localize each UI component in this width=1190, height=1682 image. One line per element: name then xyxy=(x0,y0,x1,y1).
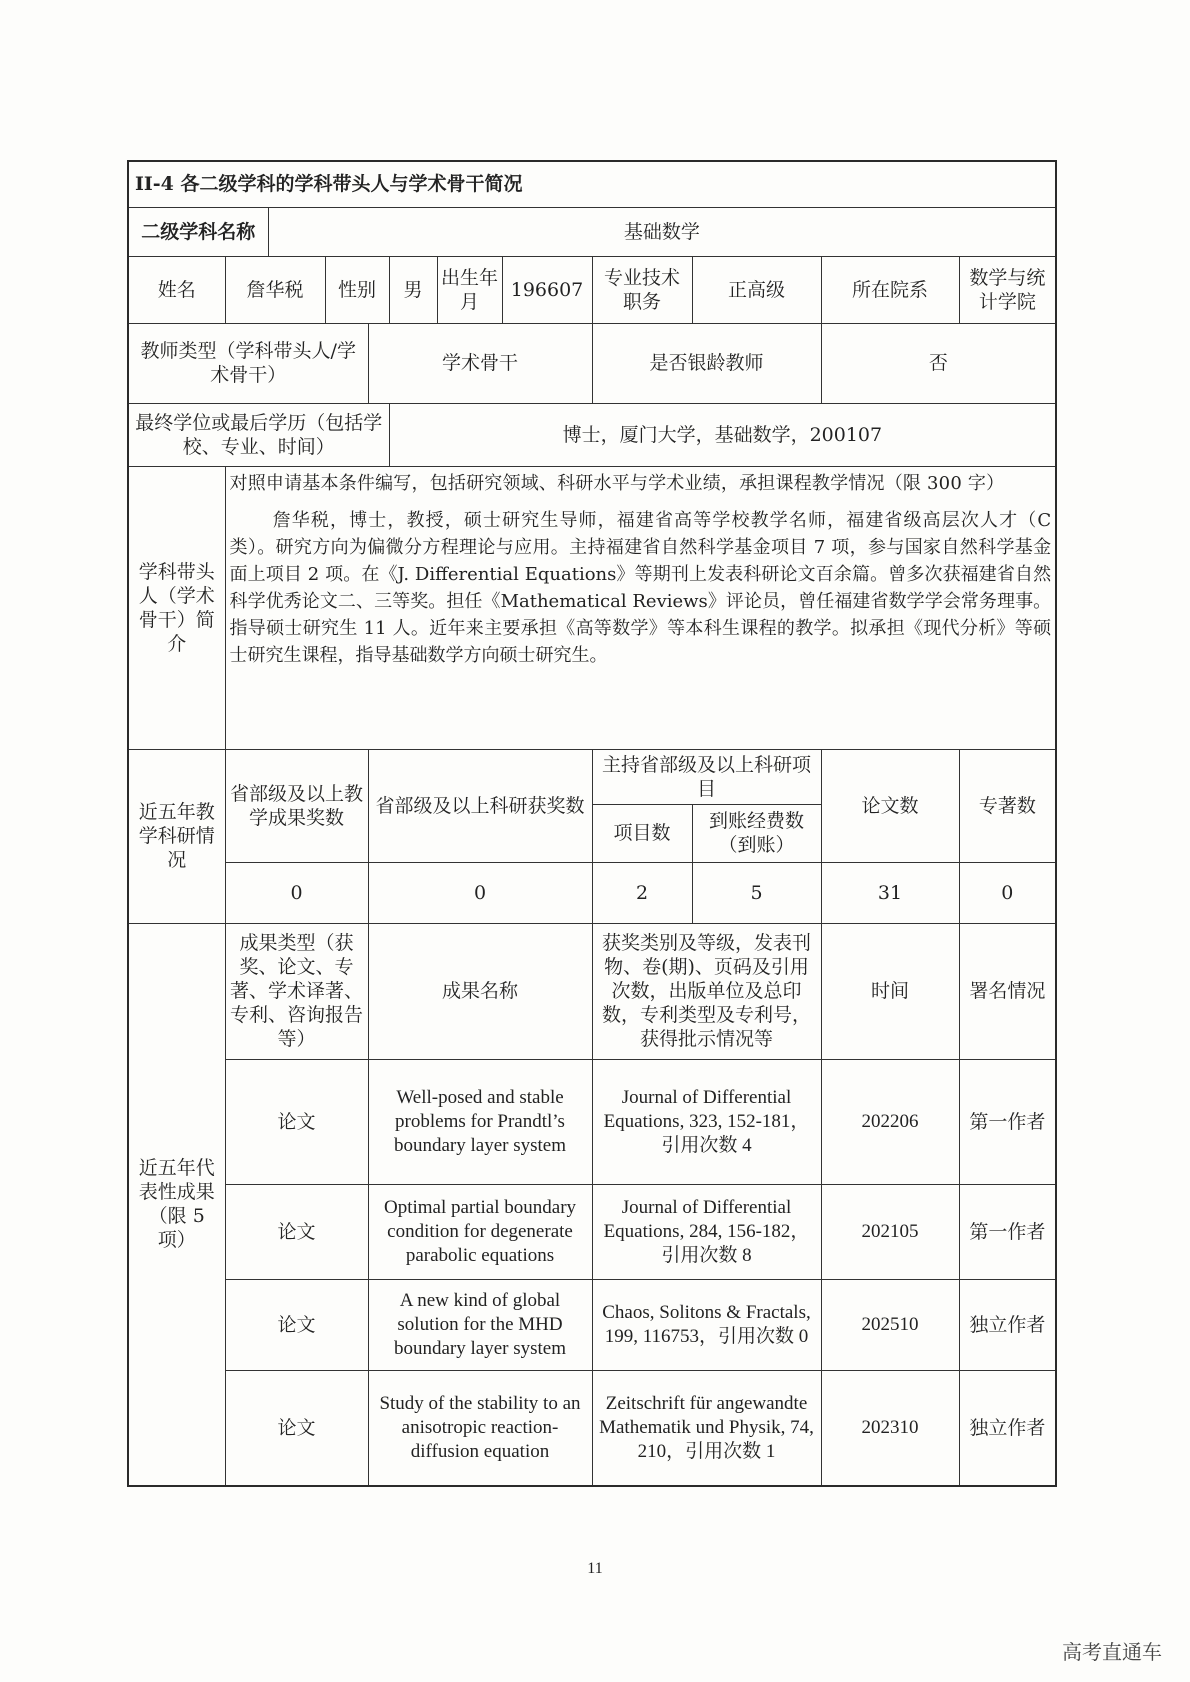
education-label: 最终学位或最后学历（包括学校、专业、时间） xyxy=(128,403,389,466)
achievement-details: Chaos, Solitons & Fractals, 199, 116753，引用次数 0 xyxy=(592,1279,821,1370)
achievement-details: Journal of Differential Equations, 284, 156-182，引用次数 8 xyxy=(592,1184,821,1279)
intro-label: 学科带头人（学术骨干）简介 xyxy=(128,466,225,749)
achievement-type: 论文 xyxy=(225,1371,368,1486)
books-header: 专著数 xyxy=(959,749,1056,862)
name-value: 詹华税 xyxy=(225,256,325,323)
achievement-type: 论文 xyxy=(225,1279,368,1370)
gender-label: 性别 xyxy=(325,256,389,323)
teacher-type-value: 学术骨干 xyxy=(368,323,592,403)
intro-cell xyxy=(225,466,1056,749)
projects-group-header: 主持省部级及以上科研项目 xyxy=(592,749,821,805)
achievement-name: Study of the stability to an anisotropic reaction-diffusion equation xyxy=(368,1371,592,1486)
silver-value: 否 xyxy=(821,323,1056,403)
title-value: 正高级 xyxy=(692,256,821,323)
achievements-label: 近五年代表性成果（限 5 项） xyxy=(128,923,225,1486)
project-count-value: 2 xyxy=(592,862,692,923)
title-label: 专业技术职务 xyxy=(592,256,692,323)
achievement-type: 论文 xyxy=(225,1184,368,1279)
papers-value: 31 xyxy=(821,862,959,923)
stats-label: 近五年教学科研情况 xyxy=(128,749,225,923)
project-count-header: 项目数 xyxy=(592,805,692,863)
funding-value: 5 xyxy=(692,862,821,923)
intro-text: 詹华税，博士，教授，硕士研究生导师，福建省高等学校教学名师，福建省级高层次人才（C类）。研究方向为偏微分方程理论与应用。主持福建省自然科学基金项目 7 项，参与国家自然科学基金面上项目 2 项。在《J. Differential Equations》等期刊上发表科研论文百余篇。曾多次获福建省自然科学优秀论文二、三等奖。担任《Mathematical Reviews》评论员，曾任福建省数学学会常务理事。指导硕士研究生 11 人。近年来主要承担《高等数学》等本科生课程的教学。拟承担《现代分析》等硕士研究生课程，指导基础数学方向硕士研究生。 xyxy=(229,509,1052,666)
achievement-time: 202510 xyxy=(821,1279,959,1370)
achievement-time-header: 时间 xyxy=(821,923,959,1059)
intro-instruction: 对照申请基本条件编写，包括研究领域、科研水平与学术业绩，承担课程教学情况（限 300 字） xyxy=(229,472,1005,494)
funding-header: 到账经费数（到账） xyxy=(692,805,821,863)
achievement-name: A new kind of global solution for the MHD boundary layer system xyxy=(368,1279,592,1370)
papers-header: 论文数 xyxy=(821,749,959,862)
section-title: II-4 各二级学科的学科带头人与学术骨干简况 xyxy=(128,161,1056,207)
achievement-time: 202310 xyxy=(821,1371,959,1486)
teaching-awards-header: 省部级及以上教学成果奖数 xyxy=(225,749,368,862)
table-row xyxy=(128,1184,1056,1279)
name-label: 姓名 xyxy=(128,256,225,323)
education-value: 博士，厦门大学，基础数学，200107 xyxy=(389,403,1056,466)
achievement-details: Zeitschrift für angewandte Mathematik und Physik, 74, 210，引用次数 1 xyxy=(592,1371,821,1486)
achievement-details: Journal of Differential Equations, 323, 152-181，引用次数 4 xyxy=(592,1059,821,1184)
teacher-type-label: 教师类型（学科带头人/学术骨干） xyxy=(128,323,368,403)
achievement-time: 202105 xyxy=(821,1184,959,1279)
page-number: 11 xyxy=(587,1560,603,1577)
dept-label: 所在院系 xyxy=(821,256,959,323)
table-row xyxy=(128,1279,1056,1370)
table-row xyxy=(128,1059,1056,1184)
achievement-author: 独立作者 xyxy=(959,1371,1056,1486)
application-form-table xyxy=(127,160,1057,1487)
gender-value: 男 xyxy=(389,256,437,323)
discipline-value: 基础数学 xyxy=(268,207,1056,256)
research-awards-value: 0 xyxy=(368,862,592,923)
achievement-author: 独立作者 xyxy=(959,1279,1056,1370)
achievement-name-header: 成果名称 xyxy=(368,923,592,1059)
achievement-type: 论文 xyxy=(225,1059,368,1184)
books-value: 0 xyxy=(959,862,1056,923)
achievement-time: 202206 xyxy=(821,1059,959,1184)
silver-label: 是否银龄教师 xyxy=(592,323,821,403)
achievement-type-header: 成果类型（获奖、论文、专著、学术译著、专利、咨询报告等） xyxy=(225,923,368,1059)
teaching-awards-value: 0 xyxy=(225,862,368,923)
birth-value: 196607 xyxy=(502,256,592,323)
achievement-author: 第一作者 xyxy=(959,1059,1056,1184)
table-row xyxy=(128,1371,1056,1486)
achievement-name: Well-posed and stable problems for Prandtl’s boundary layer system xyxy=(368,1059,592,1184)
birth-label: 出生年月 xyxy=(437,256,502,323)
discipline-label: 二级学科名称 xyxy=(128,207,268,256)
achievement-details-header: 获奖类别及等级，发表刊物、卷(期)、页码及引用次数，出版单位及总印数，专利类型及专利号，获得批示情况等 xyxy=(592,923,821,1059)
achievement-author-header: 署名情况 xyxy=(959,923,1056,1059)
achievement-name: Optimal partial boundary condition for degenerate parabolic equations xyxy=(368,1184,592,1279)
dept-value: 数学与统计学院 xyxy=(959,256,1056,323)
research-awards-header: 省部级及以上科研获奖数 xyxy=(368,749,592,862)
watermark-text: 高考直通车 xyxy=(1062,1640,1162,1664)
achievement-author: 第一作者 xyxy=(959,1184,1056,1279)
